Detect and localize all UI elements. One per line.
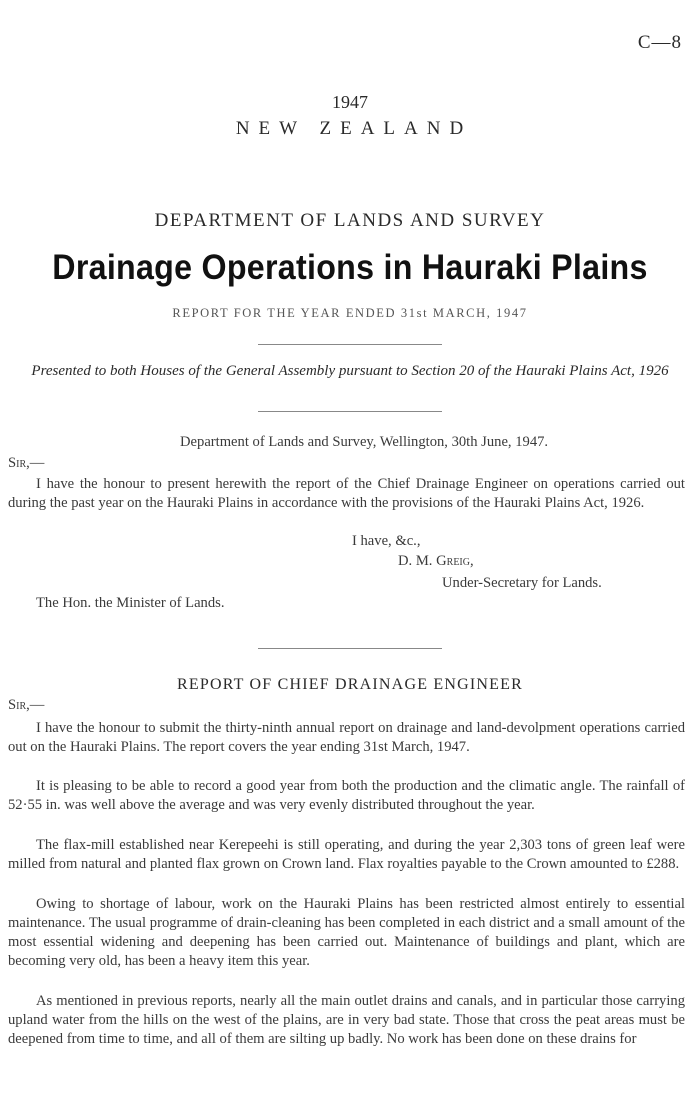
signatory-title: Under-Secretary for Lands. — [442, 575, 602, 591]
report-paragraph-5 — [8, 992, 685, 1049]
report-salutation: Sir,— — [8, 697, 45, 713]
report-paragraph-text: It is pleasing to be able to record a good year from both the production and the climatic angle. The rainfall of 52·55 in. was well above the average and was very evenly distributed throughout the year. — [8, 778, 685, 813]
country-heading: NEW ZEALAND — [235, 118, 473, 139]
letter-body — [8, 475, 685, 513]
divider-rule-top — [258, 344, 442, 345]
page-reference: C—8 — [637, 32, 682, 53]
report-heading: REPORT OF CHIEF DRAINAGE ENGINEER — [177, 676, 523, 693]
letter-addressee: The Hon. the Minister of Lands. — [36, 595, 225, 611]
section-divider — [258, 648, 442, 649]
letter-signature: D. M. Greig, — [398, 553, 474, 569]
report-paragraph-text: The flax-mill established near Kerepeehi is still operating, and during the year 2,303 tons of green leaf were milled from natural and planted flax grown on Crown land. Flax royalties payable to the Crown amounted to £288. — [8, 837, 685, 872]
publication-year: 1947 — [332, 92, 368, 112]
divider-rule-bottom — [258, 411, 442, 412]
letter-body-text: I have the honour to present herewith the report of the Chief Drainage Engineer on operations carried out during the past year on the Hauraki Plains in accordance with the provisions of the Hauraki Plains Act, 1926. — [8, 476, 685, 511]
report-paragraph-4 — [8, 895, 685, 971]
report-paragraph-text: As mentioned in previous reports, nearly all the main outlet drains and canals, and in particular those carrying upland water from the hills on the west of the plains, are in very bad state. Those that cross the peat areas must be deepened from time to time, and all of them are silting up badly. No work has been done on these drains for — [8, 993, 685, 1047]
document-title: Drainage Operations in Hauraki Plains — [52, 248, 648, 287]
presented-statement: Presented to both Houses of the General Assembly pursuant to Section 20 of the Hauraki Plains Act, 1926 — [31, 363, 669, 379]
report-paragraph-text: Owing to shortage of labour, work on the Hauraki Plains has been restricted almost entirely to essential maintenance. The usual programme of drain-cleaning has been completed in each district and a small amount of the most essential widening and deepening has been carried out. Maintenance of buildings and plant, which are becoming very old, has been a heavy item this year. — [8, 896, 685, 969]
report-subtitle: REPORT FOR THE YEAR ENDED 31st MARCH, 1947 — [172, 306, 528, 320]
report-paragraph-1 — [8, 719, 685, 757]
letter-closing: I have, &c., — [352, 533, 421, 549]
department-heading: DEPARTMENT OF LANDS AND SURVEY — [154, 210, 546, 231]
report-paragraph-3 — [8, 836, 685, 874]
report-paragraph-text: I have the honour to submit the thirty-ninth annual report on drainage and land-devolpment operations carried out on the Hauraki Plains. The report covers the year ending 31st March, 1947. — [8, 720, 685, 755]
report-paragraph-2 — [8, 777, 685, 815]
letter-salutation: Sir,— — [8, 455, 45, 471]
letter-dateline: Department of Lands and Survey, Wellington, 30th June, 1947. — [180, 434, 549, 450]
